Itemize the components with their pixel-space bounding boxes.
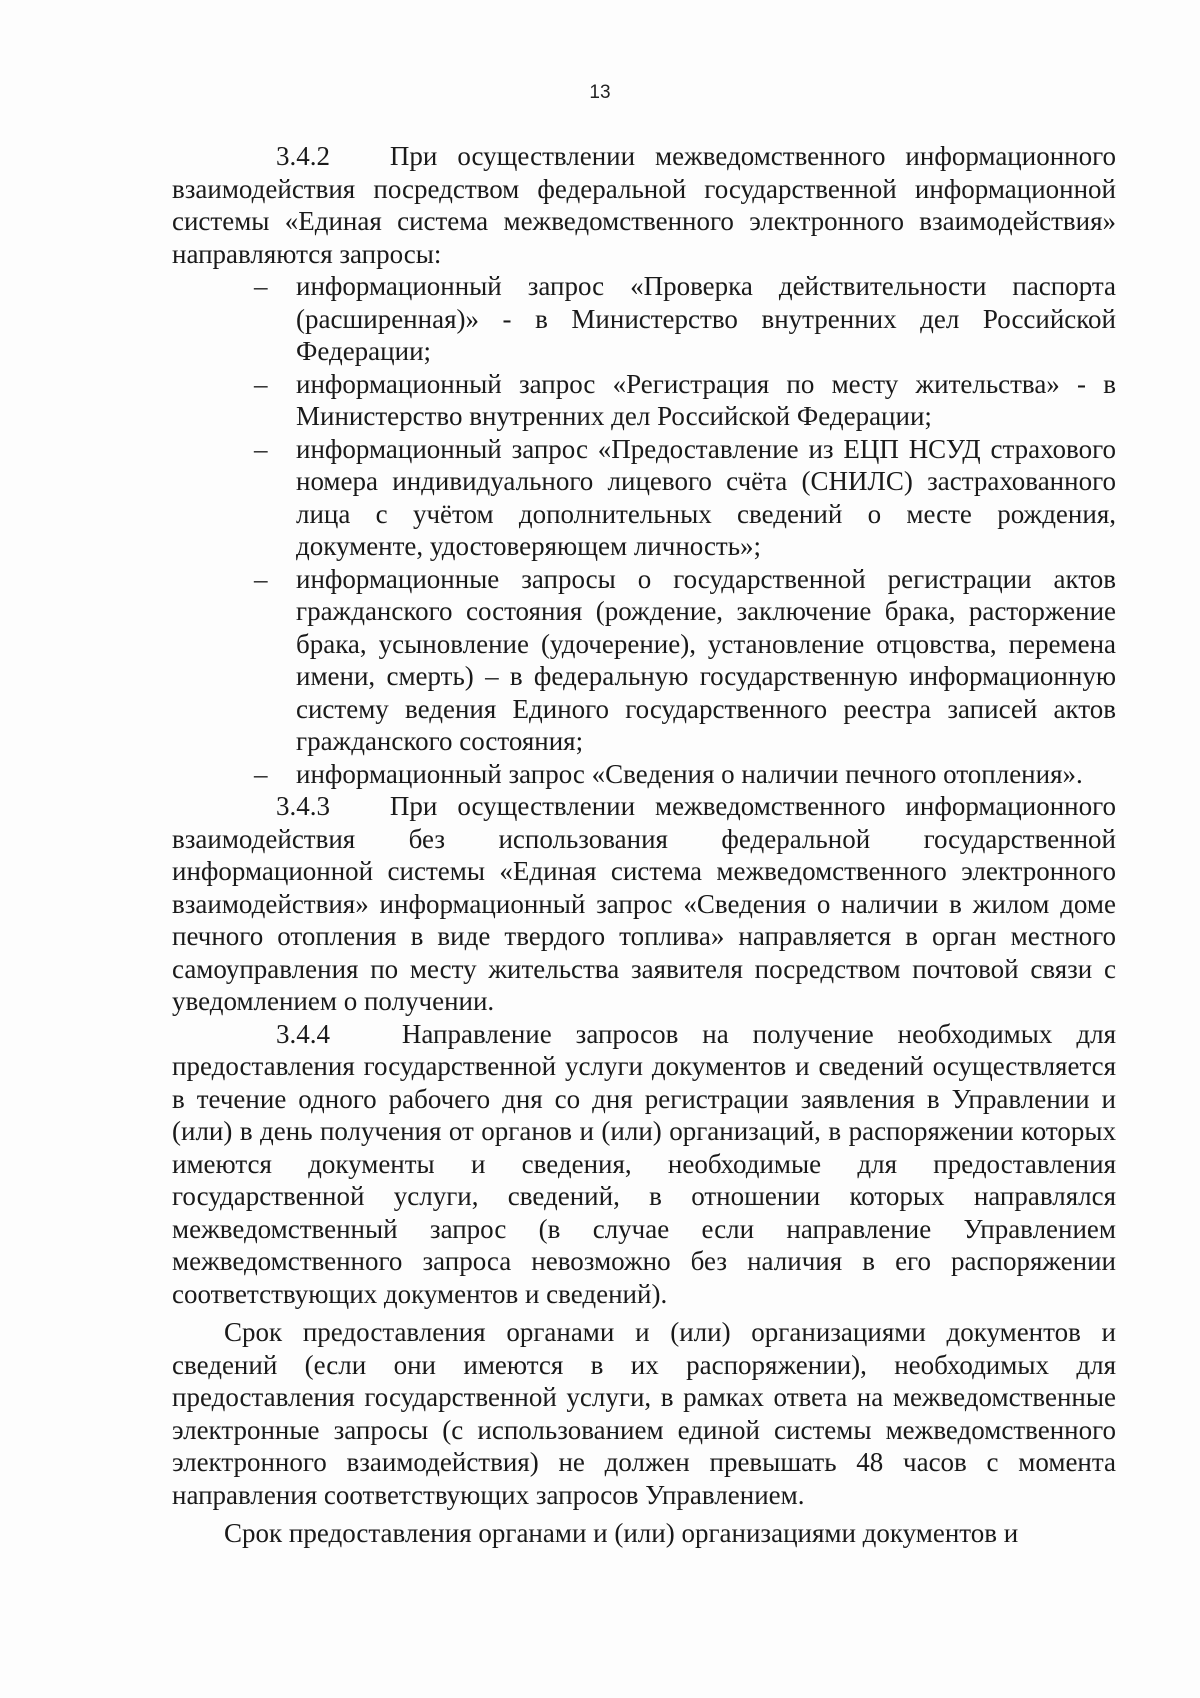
list-item-text: информационный запрос «Сведения о наличии печного отопления». bbox=[296, 758, 1083, 789]
clause-number: 3.4.4 bbox=[276, 1018, 330, 1049]
list-item-text: информационные запросы о государственной регистрации актов гражданского состояния (рождение, заключение брака, расторжение брака, усыновление (удочерение), установление отцовства, перемена имени, смерть) – в федеральную государственную информационную систему ведения Единого государственного реестра записей актов гражданского состояния; bbox=[296, 563, 1116, 756]
clause-number: 3.4.2 bbox=[276, 141, 330, 171]
paragraph-text: При осуществлении межведомственного информационного взаимодействия без использования федеральной государственной информационной системы «Единая система межведомственного электронного взаимодействия» информационный запрос «Сведения о наличии в жилом доме печного отопления в виде твердого топлива» направляется в орган местного самоуправления по месту жительства заявителя посредством почтовой связи с уведомлением о получении. bbox=[172, 791, 1116, 1016]
list-item-text: информационный запрос «Проверка действительности паспорта (расширенная)» - в Министерство внутренних дел Российской Федерации; bbox=[296, 271, 1116, 366]
paragraph-3-4-2 bbox=[172, 140, 1116, 270]
list-item-text: информационный запрос «Регистрация по месту жительства» - в Министерство внутренних дел Российской Федерации; bbox=[296, 368, 1116, 431]
list-item-text: информационный запрос «Предоставление из ЕЦП НСУД страхового номера индивидуального лицевого счёта (СНИЛС) застрахованного лица с учётом дополнительных сведений о месте рождения, документе, удостоверяющем личность»; bbox=[296, 433, 1116, 561]
list-item bbox=[254, 433, 1116, 563]
list-item bbox=[254, 758, 1116, 791]
list-item bbox=[254, 270, 1116, 368]
paragraph-3-4-4 bbox=[172, 1018, 1116, 1311]
paragraph-text: Направление запросов на получение необходимых для предоставления государственной услуги документов и сведений осуществляется в течение одного рабочего дня со дня регистрации заявления в Управлении и (или) в день получения от органов и (или) организаций, в распоряжении которых имеются документы и сведения, необходимые для предоставления государственной услуги, сведений, в отношении которых направлялся межведомственный запрос (в случае если направление Управлением межведомственного запроса невозможно без наличия в его распоряжении соответствующих документов и сведений). bbox=[172, 1018, 1117, 1309]
dash-marker: – bbox=[254, 563, 268, 594]
dash-marker: – bbox=[254, 758, 268, 789]
page-number: 13 bbox=[589, 82, 611, 103]
document-body bbox=[172, 140, 1116, 1550]
paragraph-srok-2: Срок предоставления органами и (или) организациями документов и bbox=[224, 1518, 1019, 1548]
list-item bbox=[254, 563, 1116, 758]
dash-marker: – bbox=[254, 368, 268, 399]
dash-marker: – bbox=[254, 271, 268, 301]
request-list bbox=[172, 270, 1116, 790]
paragraph-3-4-3 bbox=[172, 790, 1116, 1018]
list-item bbox=[254, 368, 1116, 433]
paragraph-text: При осуществлении межведомственного информационного взаимодействия посредством федеральной государственной информационной системы «Единая система межведомственного электронного взаимодействия» направляются запросы: bbox=[172, 141, 1116, 269]
dash-marker: – bbox=[254, 433, 268, 464]
clause-number: 3.4.3 bbox=[276, 791, 330, 821]
paragraph-srok-1: Срок предоставления органами и (или) организациями документов и сведений (если они имеются в их распоряжении), необходимых для предоставления государственной услуги, в рамках ответа на межведомственные электронные запросы (с использованием единой системы межведомственного электронного взаимодействия) не должен превышать 48 часов с момента направления соответствующих запросов Управлением. bbox=[172, 1317, 1116, 1510]
